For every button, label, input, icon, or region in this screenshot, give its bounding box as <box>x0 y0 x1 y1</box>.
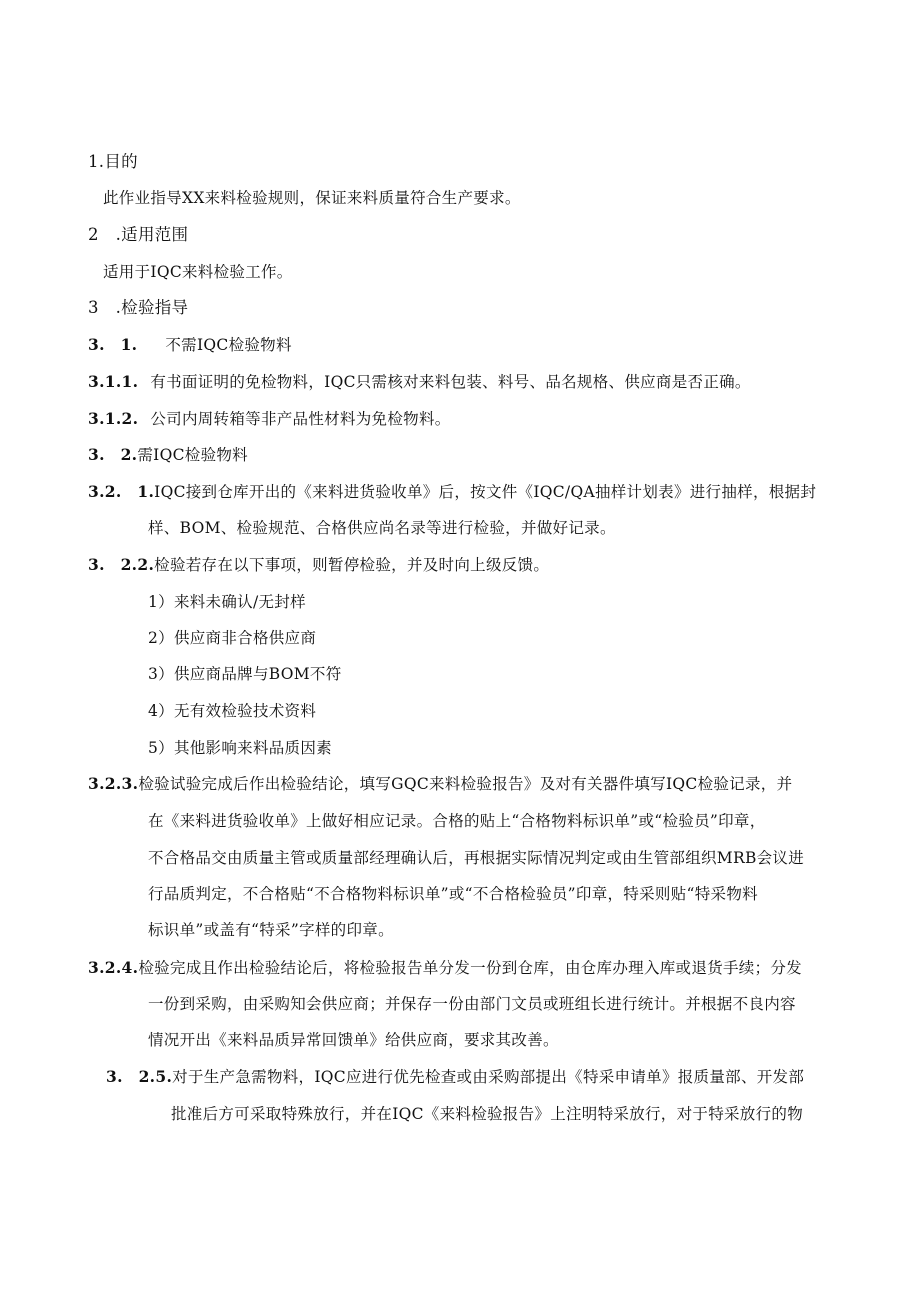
subsection-3-2-number: 3. 2. <box>88 445 138 464</box>
section-3-title: 3 .检验指导 <box>88 298 189 317</box>
item-3-2-4-line-1 <box>88 957 802 979</box>
section-1-body: 此作业指导XX来料检验规则，保证来料质量符合生产要求。 <box>103 189 521 207</box>
section-1-title: 1.目的 <box>88 152 138 171</box>
item-3-1-2 <box>88 408 451 430</box>
item-3-2-4-text-1: 检验完成且作出检验结论后，将检验报告单分发一份到仓库，由仓库办理入库或退货手续；分发 <box>138 959 802 977</box>
subsection-3-2-text: 需IQC检验物料 <box>137 446 248 464</box>
item-3-2-1-number: 3.2. 1. <box>88 482 155 501</box>
item-3-2-3-text-1: 检验试验完成后作出检验结论，填写GQC来料检验报告》及对有关器件填写IQC检验记录，并 <box>138 775 793 793</box>
section-2-title: 2 .适用范围 <box>88 225 189 244</box>
item-3-2-3-line-5: 标识单”或盖有“特采”字样的印章。 <box>148 921 394 939</box>
item-3-2-4-number: 3.2.4. <box>88 958 139 977</box>
list-item: 2）供应商非合格供应商 <box>148 629 317 647</box>
item-3-2-5-number: 3. 2.5. <box>106 1067 173 1086</box>
item-3-2-2-number: 3. 2.2. <box>88 555 155 574</box>
section-2-body: 适用于IQC来料检验工作。 <box>103 263 293 281</box>
item-3-2-3-line-1 <box>88 773 792 795</box>
item-3-2-1-line-2: 样、BOM、检验规范、合格供应尚名录等进行检验，并做好记录。 <box>148 519 616 537</box>
item-3-2-3-line-4: 行品质判定，不合格贴“不合格物料标识单”或“不合格检验员”印章，特采则贴“特采物料 <box>148 885 758 903</box>
list-item: 1）来料未确认/无封样 <box>148 593 306 611</box>
item-3-1-2-number: 3.1.2. <box>88 409 139 428</box>
item-3-1-1 <box>88 371 751 393</box>
subsection-3-1-text: 不需IQC检验物料 <box>165 336 292 354</box>
subsection-3-1-number: 3. 1. <box>88 335 138 354</box>
item-3-1-1-text: 有书面证明的免检物料，IQC只需核对来料包装、料号、品名规格、供应商是否正确。 <box>150 373 751 391</box>
item-3-2-5-line-2: 批准后方可采取特殊放行，并在IQC《来料检验报告》上注明特采放行，对于特采放行的物 <box>171 1105 803 1123</box>
item-3-2-3-line-2: 在《来料进货验收单》上做好相应记录。合格的贴上“合格物料标识单”或“检验员”印章， <box>148 812 766 830</box>
item-3-2-5-text-1: 对于生产急需物料，IQC应进行优先检查或由采购部提出《特采申请单》报质量部、开发部 <box>172 1068 805 1086</box>
item-3-2-1-text-1: IQC接到仓库开出的《来料进货验收单》后，按文件《IQC/QA抽样计划表》进行抽样，根据封 <box>154 483 817 501</box>
item-3-1-2-text: 公司内周转箱等非产品性材料为免检物料。 <box>150 410 451 428</box>
list-item: 4）无有效检验技术资料 <box>148 702 317 720</box>
item-3-2-2-text: 检验若存在以下事项，则暂停检验，并及时向上级反馈。 <box>154 556 550 574</box>
item-3-2-3-number: 3.2.3. <box>88 774 139 793</box>
item-3-2-4-line-2: 一份到采购，由采购知会供应商；并保存一份由部门文员或班组长进行统计。并根据不良内容 <box>148 995 796 1013</box>
item-3-1-1-number: 3.1.1. <box>88 372 139 391</box>
item-3-2-5-line-1 <box>106 1066 804 1088</box>
item-3-2-3-line-3: 不合格品交由质量主管或质量部经理确认后，再根据实际情况判定或由生管部组织MRB会议进 <box>148 849 805 867</box>
list-item: 5）其他影响来料品质因素 <box>148 739 332 757</box>
subsection-3-1 <box>88 334 292 356</box>
subsection-3-2 <box>88 444 248 466</box>
item-3-2-1-line-1 <box>88 481 816 503</box>
item-3-2-2 <box>88 554 549 576</box>
item-3-2-4-line-3: 情况开出《来料品质异常回馈单》给供应商，要求其改善。 <box>148 1031 559 1049</box>
list-item: 3）供应商品牌与BOM不符 <box>148 665 342 683</box>
